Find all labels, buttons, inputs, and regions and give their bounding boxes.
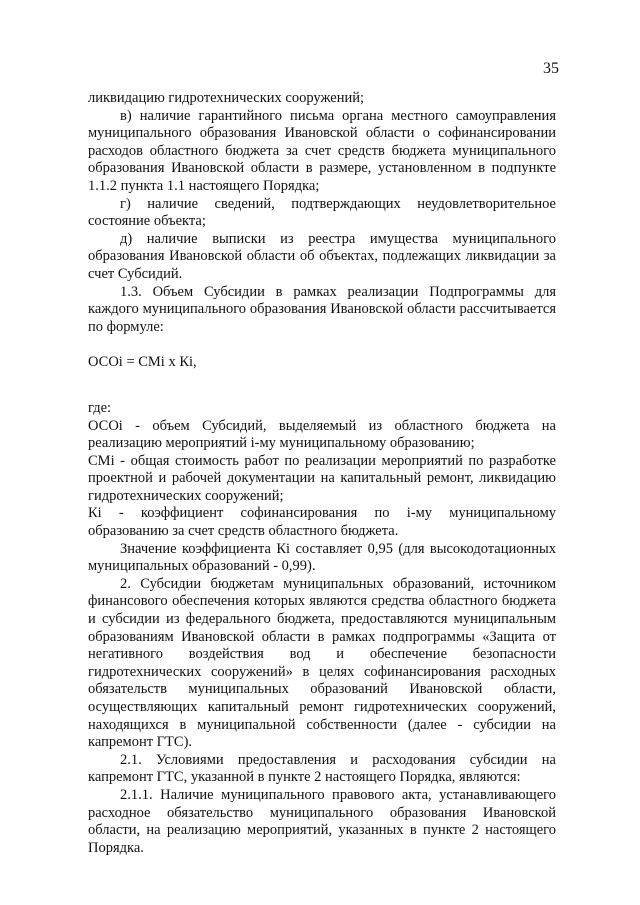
paragraph-2-1-1: 2.1.1. Наличие муниципального правового акта, устанавливающего расходное обязательство муниципального образования Ивановской области, на реализацию мероприятий, указанных в пункте 2 настоящего Порядка. bbox=[88, 786, 556, 856]
paragraph-2-1: 2.1. Условиями предоставления и расходования субсидии на капремонт ГТС, указанной в пункте 2 настоящего Порядка, являются: bbox=[88, 751, 556, 786]
paragraph-1-3: 1.3. Объем Субсидии в рамках реализации Подпрограммы для каждого муниципального образования Ивановской области рассчитывается по формуле: bbox=[88, 283, 556, 335]
definition-ki: Кi - коэффициент софинансирования по i-му муниципальному образованию за счет средств областного бюджета. bbox=[88, 505, 556, 540]
formula: ОСОi = СМi х Кi, bbox=[88, 354, 197, 371]
document-body bbox=[88, 90, 556, 857]
paragraph-coefficient: Значение коэффициента Кi составляет 0,95 (для высокодотационных муниципальных образований - 0,99). bbox=[88, 540, 556, 575]
paragraph-item-g: г) наличие сведений, подтверждающих неудовлетворительное состояние объекта; bbox=[88, 195, 556, 230]
definition-smi: СМi - общая стоимость работ по реализации мероприятий по разработке проектной и рабочей документации на капитальный ремонт, ликвидацию гидротехнических сооружений; bbox=[88, 452, 556, 504]
paragraph-item-v: в) наличие гарантийного письма органа местного самоуправления муниципального образования Ивановской области о софинансировании расходов областного бюджета за счет средств бюджета муниципального образования Ивановской области в размере, установленном в подпункте 1.1.2 пункта 1.1 настоящего Порядка; bbox=[88, 107, 556, 194]
paragraph-item-d: д) наличие выписки из реестра имущества муниципального образования Ивановской области об объектах, подлежащих ликвидации за счет Субсидий. bbox=[88, 230, 556, 282]
paragraph-where: где: bbox=[88, 399, 112, 416]
definition-osoi: ОСОi - объем Субсидий, выделяемый из областного бюджета на реализацию мероприятий i-му муниципальному образованию; bbox=[88, 417, 556, 452]
page-number: 35 bbox=[543, 60, 559, 77]
paragraph-continuation: ликвидацию гидротехнических сооружений; bbox=[88, 90, 365, 106]
paragraph-2: 2. Субсидии бюджетам муниципальных образований, источником финансового обеспечения которых являются средства областного бюджета и субсидии из федерального бюджета, предоставляются муниципальным образованиям Ивановской области в рамках подпрограммы «Защита от негативного воздействия вод и обеспечение безопасности гидротехнических сооружений» в целях софинансирования расходных обязательств муниципальных образований Ивановской области, осуществляющих капитальный ремонт гидротехнических сооружений, находящихся в муниципальной собственности (далее - субсидии на капремонт ГТС). bbox=[88, 575, 556, 751]
